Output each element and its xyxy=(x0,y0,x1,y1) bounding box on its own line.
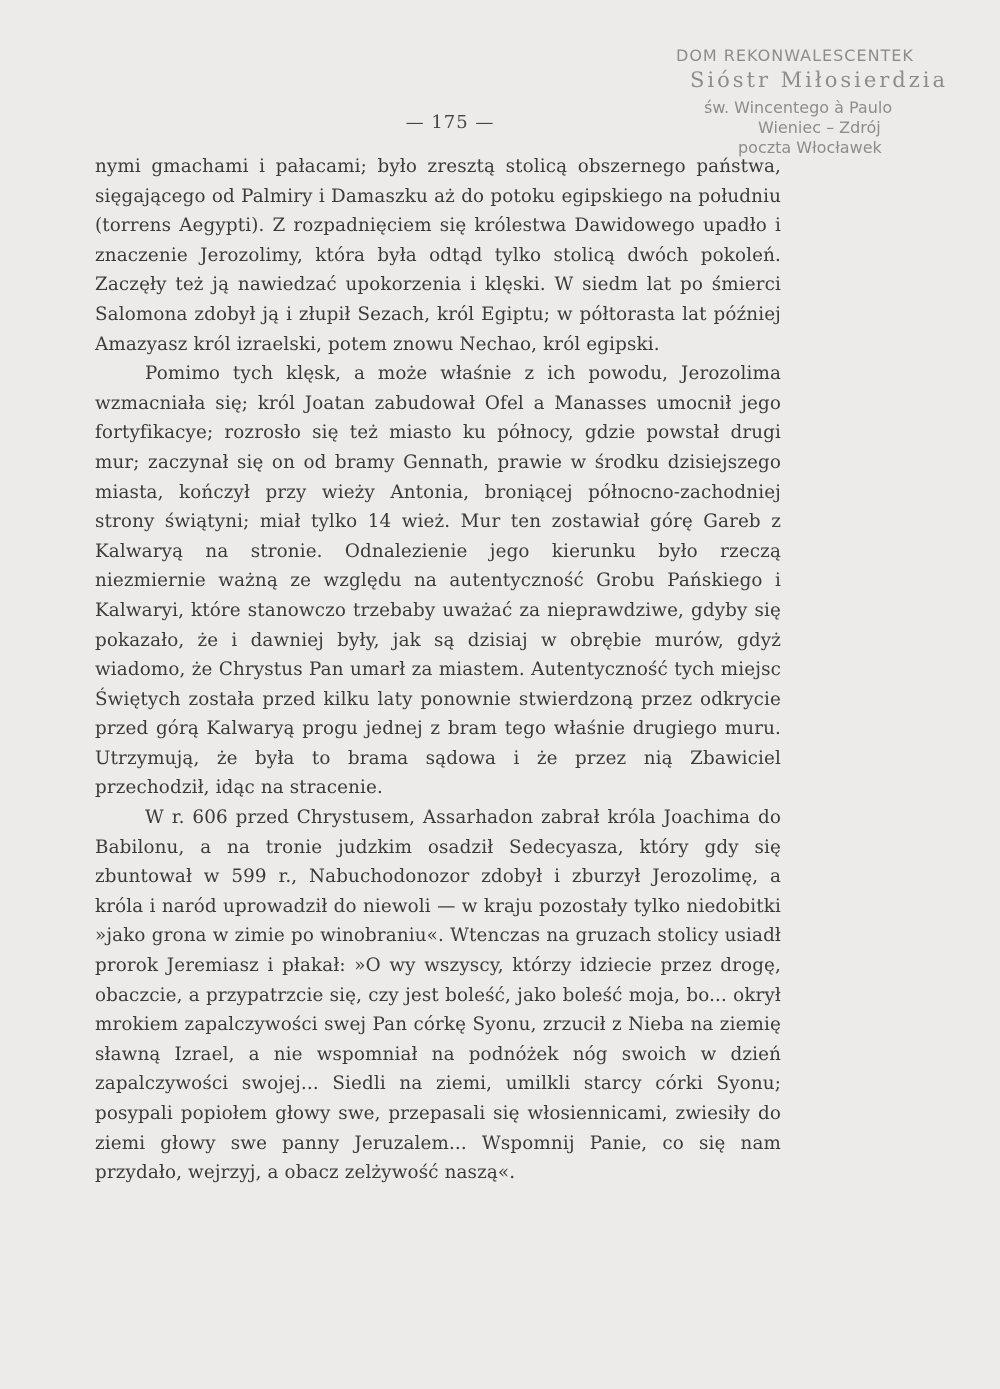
stamp-line: DOM REKONWALESCENTEK xyxy=(676,46,914,65)
paragraph: W r. 606 przed Chrystusem, Assarhadon zabrał króla Joachima do Babilonu, a na tronie judzkim osadził Sedecyasza, który gdy się zbuntował w 599 r., Nabuchodonozor zdobył i zburzył Jerozolimę, a króla i naród uprowadził do niewoli — w kraju pozostały tylko niedobitki »jako grona w zimie po winobraniu«. Wtenczas na gruzach stolicy usiadł prorok Jeremiasz i płakał: »O wy wszyscy, którzy idziecie przez drogę, obaczcie, a przypatrzcie się, czy jest boleść, jako boleść moja, bo... okrył mrokiem zapalczywości swej Pan córkę Syonu, zrzucił z Nieba na ziemię sławną Izrael, a nie wspomniał na podnóżek nóg swoich w dzień zapalczywości swojej... Siedli na ziemi, umilkli starcy córki Syonu; posypali popiołem głowy swe, przepasali się włosiennicami, zwiesiły do ziemi głowy swe panny Jeruzalem... Wspomnij Panie, co się nam przydało, wejrzyj, a obacz zelżywość naszą«. xyxy=(95,807,781,1184)
paragraph: nymi gmachami i pałacami; było zresztą stolicą obszernego państwa, sięgającego od Palmiry i Damaszku aż do potoku egipskiego na południu (torrens Aegypti). Z rozpadnięciem się królestwa Dawidowego upadło i znaczenie Jerozolimy, która była odtąd tylko stolicą dwóch pokoleń. Zaczęły też ją nawiedzać upokorzenia i klęski. W siedm lat po śmierci Salomona zdobył ją i złupił Sezach, król Egiptu; w półtorasta lat później Amazyasz król izraelski, potem znowu Nechao, król egipski. xyxy=(95,156,781,355)
stamp-line: Wieniec – Zdrój xyxy=(758,118,881,137)
stamp-line: św. Wincentego à Paulo xyxy=(704,98,893,117)
stamp-line: Sióstr Miłosierdzia xyxy=(690,68,949,92)
page-number: — 175 — xyxy=(405,112,495,133)
body-text xyxy=(95,152,781,1188)
paragraph: Pomimo tych klęsk, a może właśnie z ich powodu, Jerozolima wzmacniała się; król Joatan zabudował Ofel a Manasses umocnił jego fortyfikacye; rozrosło się też miasto ku północy, gdzie powstał drugi mur; zaczynał się on od bramy Gennath, prawie w środku dzisiejszego miasta, kończył przy wieży Antonia, broniącej północno-zachodniej strony świątyni; miał tylko 14 wież. Mur ten zostawiał górę Gareb z Kalwaryą na stronie. Odnalezienie jego kierunku było rzeczą niezmiernie ważną ze względu na autentyczność Grobu Pańskiego i Kalwaryi, które stanowczo trzebaby uważać za nieprawdziwe, gdyby się pokazało, że i dawniej były, jak są dzisiaj w obrębie murów, gdyż wiadomo, że Chrystus Pan umarł za miastem. Autentyczność tych miejsc Świętych została przed kilku laty ponownie stwierdzoną przez odkrycie przed górą Kalwaryą progu jednej z bram tego właśnie drugiego muru. Utrzymują, że była to brama sądowa i że przez nią Zbawiciel przechodził, idąc na stracenie. xyxy=(95,363,781,799)
stamp-line: poczta Włocławek xyxy=(738,138,882,157)
